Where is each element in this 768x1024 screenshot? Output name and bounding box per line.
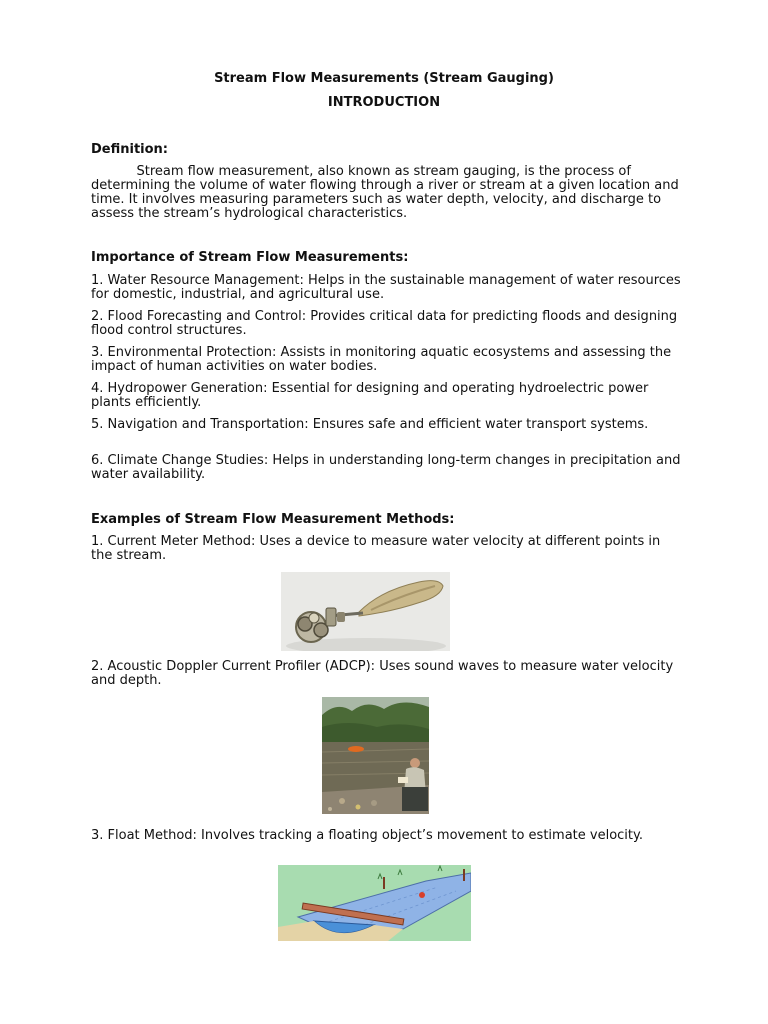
definition-indent [91, 164, 136, 179]
document-title: Stream Flow Measurements (Stream Gauging) [214, 71, 554, 86]
importance-item: 5. Navigation and Transportation: Ensures safe and efficient water transport systems. [91, 417, 649, 432]
example-item: 3. Float Method: Involves tracking a floating object’s movement to estimate velocity. [91, 828, 643, 843]
example-item: 2. Acoustic Doppler Current Profiler (ADCP): Uses sound waves to measure water velocity and depth. [91, 659, 674, 688]
definition-heading: Definition: [91, 142, 169, 157]
importance-item: 2. Flood Forecasting and Control: Provides critical data for predicting floods and designing flood control structures. [91, 309, 678, 338]
float-method-diagram [278, 865, 471, 941]
document-subtitle: INTRODUCTION [327, 95, 441, 110]
importance-item: 6. Climate Change Studies: Helps in understanding long-term changes in precipitation and water availability. [91, 453, 681, 482]
importance-heading: Importance of Stream Flow Measurements: [91, 250, 409, 265]
examples-heading: Examples of Stream Flow Measurement Methods: [91, 512, 455, 527]
definition-paragraph [91, 165, 681, 221]
adcp-river-illustration [322, 697, 429, 814]
current-meter-illustration [281, 572, 450, 651]
adcp-river-image [322, 697, 429, 814]
float-method-illustration [278, 865, 471, 941]
current-meter-image [281, 572, 450, 651]
importance-item: 1. Water Resource Management: Helps in the sustainable management of water resources for domestic, industrial, and agricultural use. [91, 273, 681, 302]
definition-text: Stream flow measurement, also known as stream gauging, is the process of determining the volume of water flowing through a river or stream at a given location and time. It involves measuring parameters such as water depth, velocity, and discharge to assess the stream’s hydrological characteristics. [91, 164, 679, 221]
importance-item: 3. Environmental Protection: Assists in monitoring aquatic ecosystems and assessing the impact of human activities on water bodies. [91, 345, 672, 374]
example-item: 1. Current Meter Method: Uses a device to measure water velocity at different points in the stream. [91, 534, 661, 563]
importance-item: 4. Hydropower Generation: Essential for designing and operating hydroelectric power plants efficiently. [91, 381, 649, 410]
